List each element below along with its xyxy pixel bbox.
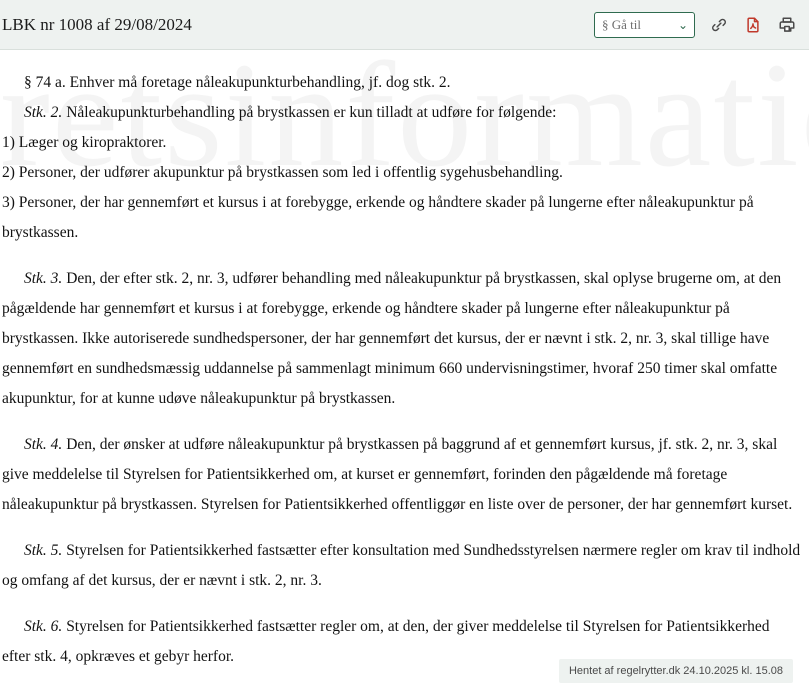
paragraph-lead: Stk. 6. bbox=[24, 618, 63, 635]
goto-paragraph-box[interactable] bbox=[594, 12, 695, 38]
chevron-down-icon[interactable]: ⌄ bbox=[677, 17, 689, 32]
paragraph-lead: Stk. 3. bbox=[24, 270, 63, 287]
pdf-icon[interactable] bbox=[743, 15, 763, 35]
paragraph bbox=[2, 68, 801, 98]
document-header bbox=[0, 0, 809, 50]
header-toolbar bbox=[594, 12, 797, 38]
print-icon[interactable] bbox=[777, 15, 797, 35]
paragraph-spacer bbox=[2, 414, 801, 430]
paragraph bbox=[2, 158, 801, 188]
paragraph-lead: Stk. 5. bbox=[24, 542, 63, 559]
paragraph-text: 1) Læger og kiropraktorer. bbox=[2, 134, 167, 151]
paragraph-spacer bbox=[2, 520, 801, 536]
paragraph bbox=[2, 98, 801, 128]
paragraph bbox=[2, 188, 801, 248]
link-icon[interactable] bbox=[709, 15, 729, 35]
page-title: LBK nr 1008 af 29/08/2024 bbox=[2, 14, 192, 34]
paragraph-spacer bbox=[2, 596, 801, 612]
paragraph-text: 3) Personer, der har gennemført et kursus i at forebygge, erkende og håndtere skader på lungerne efter nåleakupunktur på brystkassen. bbox=[2, 194, 754, 241]
paragraph bbox=[2, 128, 801, 158]
paragraph-text: Styrelsen for Patientsikkerhed fastsætter regler om, at den, der giver meddelelse til Styrelsen for Patientsikkerhed efter stk. 4, opkræves et gebyr herfor. bbox=[2, 618, 770, 665]
paragraph-lead: Stk. 2. bbox=[24, 104, 63, 121]
retrieval-stamp: Hentet af regelrytter.dk 24.10.2025 kl. 15.08 bbox=[559, 659, 793, 683]
paragraph bbox=[2, 264, 801, 414]
paragraph-text: 2) Personer, der udfører akupunktur på brystkassen som led i offentlig sygehusbehandling. bbox=[2, 164, 563, 181]
paragraph bbox=[2, 430, 801, 520]
paragraph-text: Styrelsen for Patientsikkerhed fastsætter efter konsultation med Sundhedsstyrelsen nærmere regler om krav til indhold og omfang af det kursus, der er nævnt i stk. 2, nr. 3. bbox=[2, 542, 801, 589]
paragraph-text: Den, der ønsker at udføre nåleakupunktur på brystkassen på baggrund af et gennemført kursus, jf. stk. 2, nr. 3, skal give meddelelse til Styrelsen for Patientsikkerhed om, at kurset er gennemført, forinden den pågældende må foretage nåleakupunktur på brystkassen. Styrelsen for Patientsikkerhed offentliggør en liste over de personer, der har gennemført kurset. bbox=[2, 436, 793, 513]
paragraph-lead: Stk. 4. bbox=[24, 436, 63, 453]
goto-input[interactable] bbox=[602, 17, 676, 33]
paragraph bbox=[2, 536, 801, 596]
paragraph-text: § 74 a. Enhver må foretage nåleakupunkturbehandling, jf. dog stk. 2. bbox=[24, 74, 451, 91]
paragraph-spacer bbox=[2, 248, 801, 264]
paragraph-text: Nåleakupunkturbehandling på brystkassen er kun tilladt at udføre for følgende: bbox=[62, 104, 557, 121]
paragraph-text: Den, der efter stk. 2, nr. 3, udfører behandling med nåleakupunktur på brystkassen, skal oplyse brugerne om, at den pågældende har gennemført et kursus i at forebygge, erkende og håndtere skader på lungerne efter nåleakupunktur på brystkassen. Ikke autoriserede sundhedspersoner, der har gennemført det kursus, der er nævnt i stk. 2, nr. 3, skal tillige have gennemført en sundhedsmæssig uddannelse på sammenlagt minimum 660 undervisningstimer, hvoraf 250 timer skal omfatte akupunktur, for at kunne udøve nåleakupunktur på brystkassen. bbox=[2, 270, 782, 407]
document-body bbox=[0, 50, 809, 672]
